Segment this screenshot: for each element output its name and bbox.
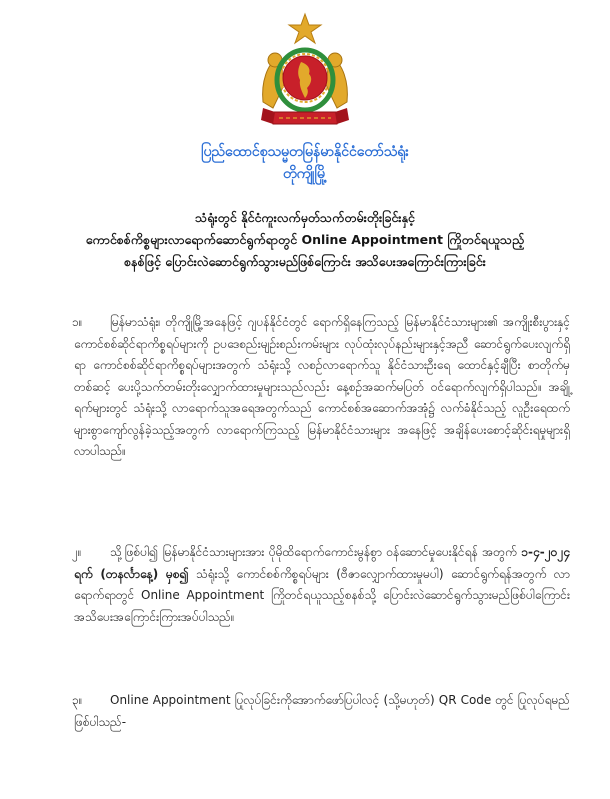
title-line-3: စနစ်ဖြင့် ပြောင်းလဲဆောင်ရွက်သွားမည်ဖြစ်ကြောင်း အသိပေးအကြောင်းကြားခြင်း — [124, 254, 486, 269]
paragraph-number: ၁။ — [72, 315, 83, 329]
paragraph-2 — [74, 542, 570, 628]
title-line-2: ကောင်စစ်ကိစ္စများလာရောက်ဆောင်ရွက်ရာတွင် Online Appointment ကြိုတင်ရယူသည့် — [85, 232, 525, 247]
embassy-name: ပြည်ထောင်စုသမ္မတမြန်မာနိုင်ငံတော်သံရုံး — [201, 144, 409, 160]
title-line-1: သံရုံးတွင် နိုင်ငံကူးလက်မှတ်သက်တမ်းတိုးခြင်းနှင့် — [195, 210, 415, 225]
paragraph-text: Online Appointment ပြုလုပ်ခြင်းကိုအောက်ဖော်ပြပါလင့် (သို့မဟုတ်) QR Code တွင် ပြုလုပ်ရမည်ဖြစ်ပါသည်- — [74, 693, 570, 729]
paragraph-number: ၂။ — [72, 545, 82, 559]
paragraph-text: မြန်မာသံရုံး၊ တိုကျိုမြို့အနေဖြင့် ဂျပန်နိုင်ငံတွင် ရောက်ရှိနေကြသည့် မြန်မာနိုင်ငံသားများ၏ အကျိုးစီးပွားနှင့် ကောင်စစ်ဆိုင်ရာကိစ္စရပ်များကို ဥပဒေစည်းမျဉ်းစည်းကမ်းများ လုပ်ထုံးလုပ်နည်းများနှင့်အညီ ဆောင်ရွက်ပေးလျက်ရှိရာ ကောင်စစ်ဆိုင်ရာကိစ္စရပ်များအတွက် သံရုံးသို့ လစဉ်လာရောက်သူ နိုင်ငံသားဦးရေ ထောင်နှင့်ချီပြီး စာတိုက်မှတစ်ဆင့် ပေးပို့သက်တမ်းတိုးလျှောက်ထားမှုများသည်လည်း နေ့စဉ်အဆက်မပြတ် ဝင်ရောက်လျက်ရှိပါသည်။ အချို့ရက်များတွင် သံရုံးသို့ လာရောက်သူအရေအတွက်သည် ကောင်စစ်အဆောက်အအုံ၌ လက်ခံနိုင်သည့် လူဦးရေထက်များစွာကျော်လွန်ခဲ့သည့်အတွက် လာရောက်ကြသည့် မြန်မာနိုင်ငံသားများ အနေဖြင့် အချိန်ပေးစောင့်ဆိုင်းရမှုများရှိလာပါသည်။ — [74, 315, 570, 458]
effective-date: ၁-၄-၂၀၂၄ ရက် (တနင်္လာနေ့) မှစ၍ — [74, 545, 570, 581]
paragraph-number: ၃။ — [72, 693, 83, 707]
myanmar-state-seal-icon — [255, 12, 355, 130]
paragraph-1 — [74, 312, 570, 463]
embassy-city: တိုကျိုမြို့ — [282, 166, 328, 182]
paragraph-text: သို့ဖြစ်ပါ၍ မြန်မာနိုင်ငံသားများအား ပိုမိုထိရောက်ကောင်းမွန်စွာ ဝန်ဆောင်မှုပေးနိုင်ရန် အတွက် — [110, 545, 517, 559]
paragraph-text: သံရုံးသို့ ကောင်စစ်ကိစ္စရပ်များ (ဗီဇာလျှောက်ထားမှုမပါ) ဆောင်ရွက်ရန်အတွက် လာရောက်ရာတွင် Online Appointment ကြိုတင်ရယူသည့်စနစ်သို့ ပြောင်းလဲဆောင်ရွက်သွားမည်ဖြစ်ပါကြောင်း အသိပေးအကြောင်းကြားအပ်ပါသည်။ — [74, 566, 570, 624]
paragraph-3 — [74, 690, 570, 733]
